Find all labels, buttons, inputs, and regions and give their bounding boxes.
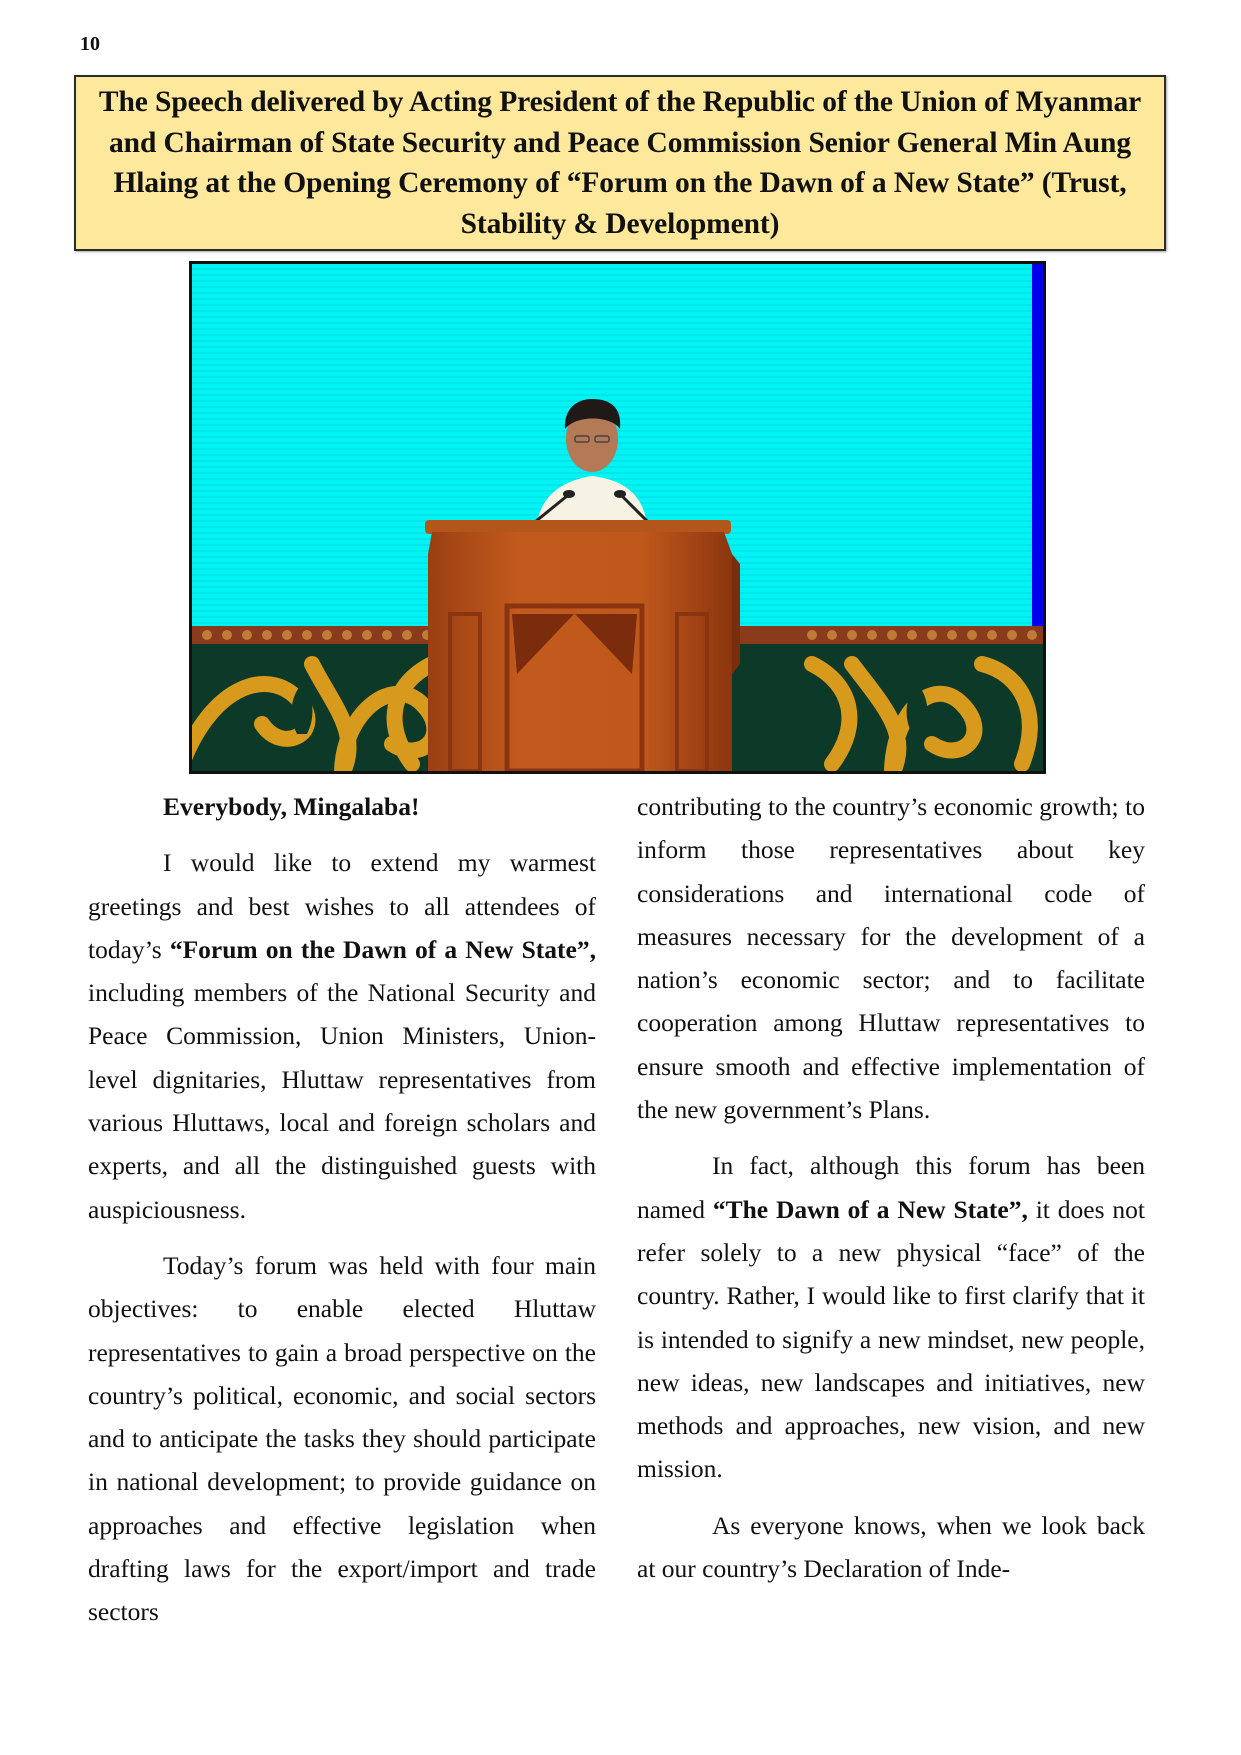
paragraph-text: In fact, although this forum has been named — [637, 1151, 1145, 1224]
paragraph-text: including members of the National Security and Peace Commission, Union Ministers, Union-level dignitaries, Hluttaw representatives from various Hluttaws, local and foreign scholars and experts, and all the distinguished guests with auspiciousness. — [88, 978, 596, 1224]
speech-photo — [189, 261, 1046, 774]
title-banner — [74, 75, 1166, 251]
left-column — [88, 785, 596, 1647]
paragraph-independence: As everyone knows, when we look back at our country’s Declaration of Inde- — [637, 1510, 1145, 1584]
podium — [425, 520, 740, 771]
paragraph-text: it does not refer solely to a new physical “face” of the country. Rather, I would like to first clarify that it is intended to signify a new mindset, new people, new ideas, new landscapes and initiatives, new methods and approaches, new vision, and new mission. — [637, 1194, 1145, 1484]
paragraph-text: I would like to extend my warmest greetings and best wishes to all attendees of today’s — [88, 848, 596, 964]
paragraph-meaning — [637, 1144, 1145, 1490]
photo-illustration — [192, 264, 1043, 771]
page-title: The Speech delivered by Acting President of the Republic of the Union of Myanmar and Chairman of State Security and Peace Commission Senior General Min Aung Hlaing at the Opening Ceremony of “Forum on the Dawn of a New State” (Trust, Stability & Development) — [98, 86, 1142, 240]
paragraph-objectives-continued: contributing to the country’s economic growth; to inform those representatives about key considerations and international code of measures necessary for the development of a nation’s economic sector; and to facilitate cooperation among Hluttaw representatives to ensure smooth and effective implementation of the new government’s Plans. — [637, 792, 1145, 1125]
forum-name-emphasis: “The Dawn of a New State”, — [712, 1194, 1028, 1224]
paragraph-objectives: Today’s forum was held with four main objectives: to enable elected Hluttaw representatives to gain a broad perspective on the country’s political, economic, and social sectors and to anticipate the tasks they should participate in national development; to provide guidance on approaches and effective legislation when drafting laws for the export/import and trade sectors — [88, 1250, 596, 1627]
screen-edge — [1032, 264, 1043, 634]
right-column — [637, 785, 1145, 1603]
greeting: Everybody, Mingalaba! — [163, 792, 420, 821]
page-number: 10 — [80, 33, 100, 55]
forum-name-emphasis: “Forum on the Dawn of a New State”, — [169, 934, 596, 964]
paragraph-greetings — [88, 841, 596, 1231]
